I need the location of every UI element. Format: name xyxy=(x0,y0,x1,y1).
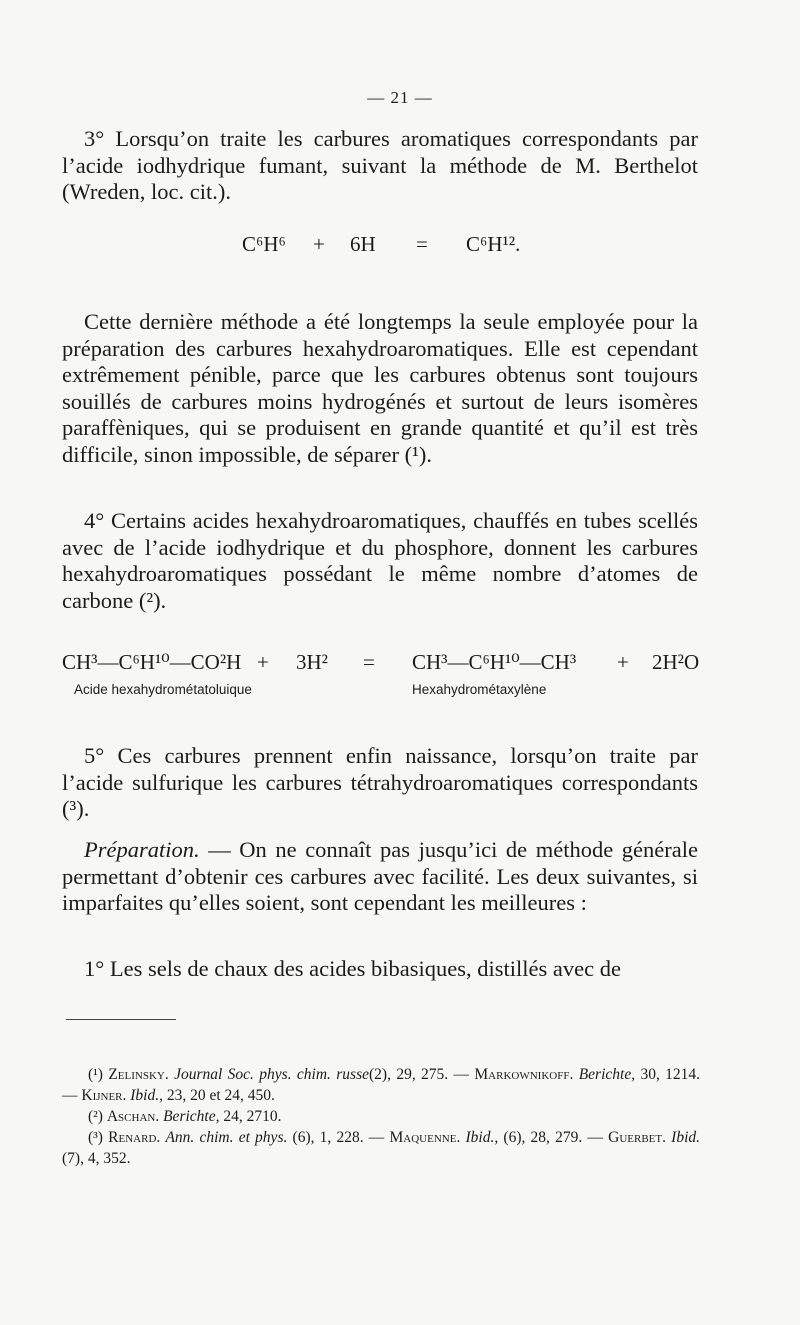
citation-detail: (2), 29, 275. — xyxy=(369,1066,470,1083)
journal-title: Journal Soc. phys. chim. russe xyxy=(174,1066,370,1083)
eq2-equals: = xyxy=(363,650,375,674)
author-markownikoff: Markownikoff. xyxy=(474,1066,574,1083)
footnote-1 xyxy=(62,1064,700,1106)
eq2-plus-2: + xyxy=(617,650,629,674)
ibid: Ibid., xyxy=(465,1129,499,1146)
paragraph-preparation-1: 1° Les sels de chaux des acides bibasiques, distillés avec de xyxy=(84,956,621,981)
journal-berichte: Berichte, xyxy=(578,1066,636,1083)
ibid: Ibid. xyxy=(671,1129,701,1146)
paragraph-method-4: 4° Certains acides hexahydroaromatiques, chauffés en tubes scellés avec de l’acide iodhydrique et du phosphore, donnent les carbures hexahydroaromatiques possédant le même nombre d’atomes de carbone (²). xyxy=(62,508,698,613)
journal-berichte: Berichte, xyxy=(163,1108,220,1125)
preparation-text: — On ne connaît pas jusqu’ici de méthode générale permettant d’obtenir ces carbures avec facilité. Les deux suivantes, si imparfaites qu’elles soient, sont cependant les meilleures : xyxy=(62,837,698,915)
citation-detail: 23, 20 et 24, 450. xyxy=(166,1087,275,1104)
eq2-reactant: CH³—C⁶H¹⁰—CO²H xyxy=(62,650,242,674)
footnote-divider xyxy=(66,1019,176,1020)
paragraph-preparation xyxy=(62,837,698,917)
eq2-label-reactant: Acide hexahydrométatoluique xyxy=(74,682,252,697)
author-kijner: Kijner. xyxy=(81,1087,127,1104)
citation-detail: (6), 1, 228. — xyxy=(292,1129,385,1146)
eq2-label-product: Hexahydrométaxylène xyxy=(412,682,547,697)
footnote-3-mark: (³) xyxy=(88,1129,103,1146)
journal-annales: Ann. chim. et phys. xyxy=(165,1129,288,1146)
eq1-equals: = xyxy=(416,232,428,256)
footnote-3 xyxy=(62,1127,700,1169)
ibid: Ibid., xyxy=(130,1087,163,1104)
page-number: — 21 — xyxy=(367,88,433,107)
eq1-left: C⁶H⁶ xyxy=(242,232,286,256)
eq1-middle: 6H xyxy=(350,232,376,256)
eq1-plus: + xyxy=(313,232,325,256)
citation-detail: (7), 4, 352. xyxy=(62,1150,131,1167)
paragraph-method-3: 3° Lorsqu’on traite les carbures aromatiques correspondants par l’acide iodhydrique fumant, suivant la méthode de M. Berthelot (Wreden, loc. cit.). xyxy=(62,126,698,204)
preparation-heading: Préparation. xyxy=(84,837,200,862)
citation-detail: 30, 1214. — xyxy=(62,1066,701,1104)
citation-detail: (6), 28, 279. — xyxy=(503,1129,603,1146)
paragraph-method-5: 5° Ces carbures prennent enfin naissance, lorsqu’on traite par l’acide sulfurique les carbures tétrahydroaromatiques correspondants (³). xyxy=(62,743,698,821)
paragraph-hexahydro-method: Cette dernière méthode a été longtemps la seule employée pour la préparation des carbures hexahydroaromatiques. Elle est cependant extrêmement pénible, parce que les carbures obtenus sont toujours souillés de carbures moins hydrogénés et surtout de leurs isomères paraffèniques, qui se produisent en grande quantité et qu’il est très difficile, sinon impossible, de séparer (¹). xyxy=(62,309,698,467)
author-renard: Renard. xyxy=(108,1129,161,1146)
eq2-water: 2H²O xyxy=(652,650,700,674)
author-aschan: Aschan. xyxy=(106,1108,160,1125)
citation-detail: 24, 2710. xyxy=(223,1108,282,1125)
eq1-right: C⁶H¹². xyxy=(466,232,521,256)
footnote-1-mark: (¹) xyxy=(88,1066,103,1083)
eq2-reagent: 3H² xyxy=(296,650,328,674)
eq2-product: CH³—C⁶H¹⁰—CH³ xyxy=(412,650,577,674)
footnote-2-mark: (²) xyxy=(88,1108,103,1125)
author-zelinsky: Zelinsky. xyxy=(108,1066,169,1083)
footnote-2 xyxy=(62,1106,700,1127)
author-guerbet: Guerbet. xyxy=(608,1129,666,1146)
eq2-plus-1: + xyxy=(257,650,269,674)
footnotes xyxy=(62,1064,700,1169)
author-maquenne: Maquenne. xyxy=(389,1129,461,1146)
